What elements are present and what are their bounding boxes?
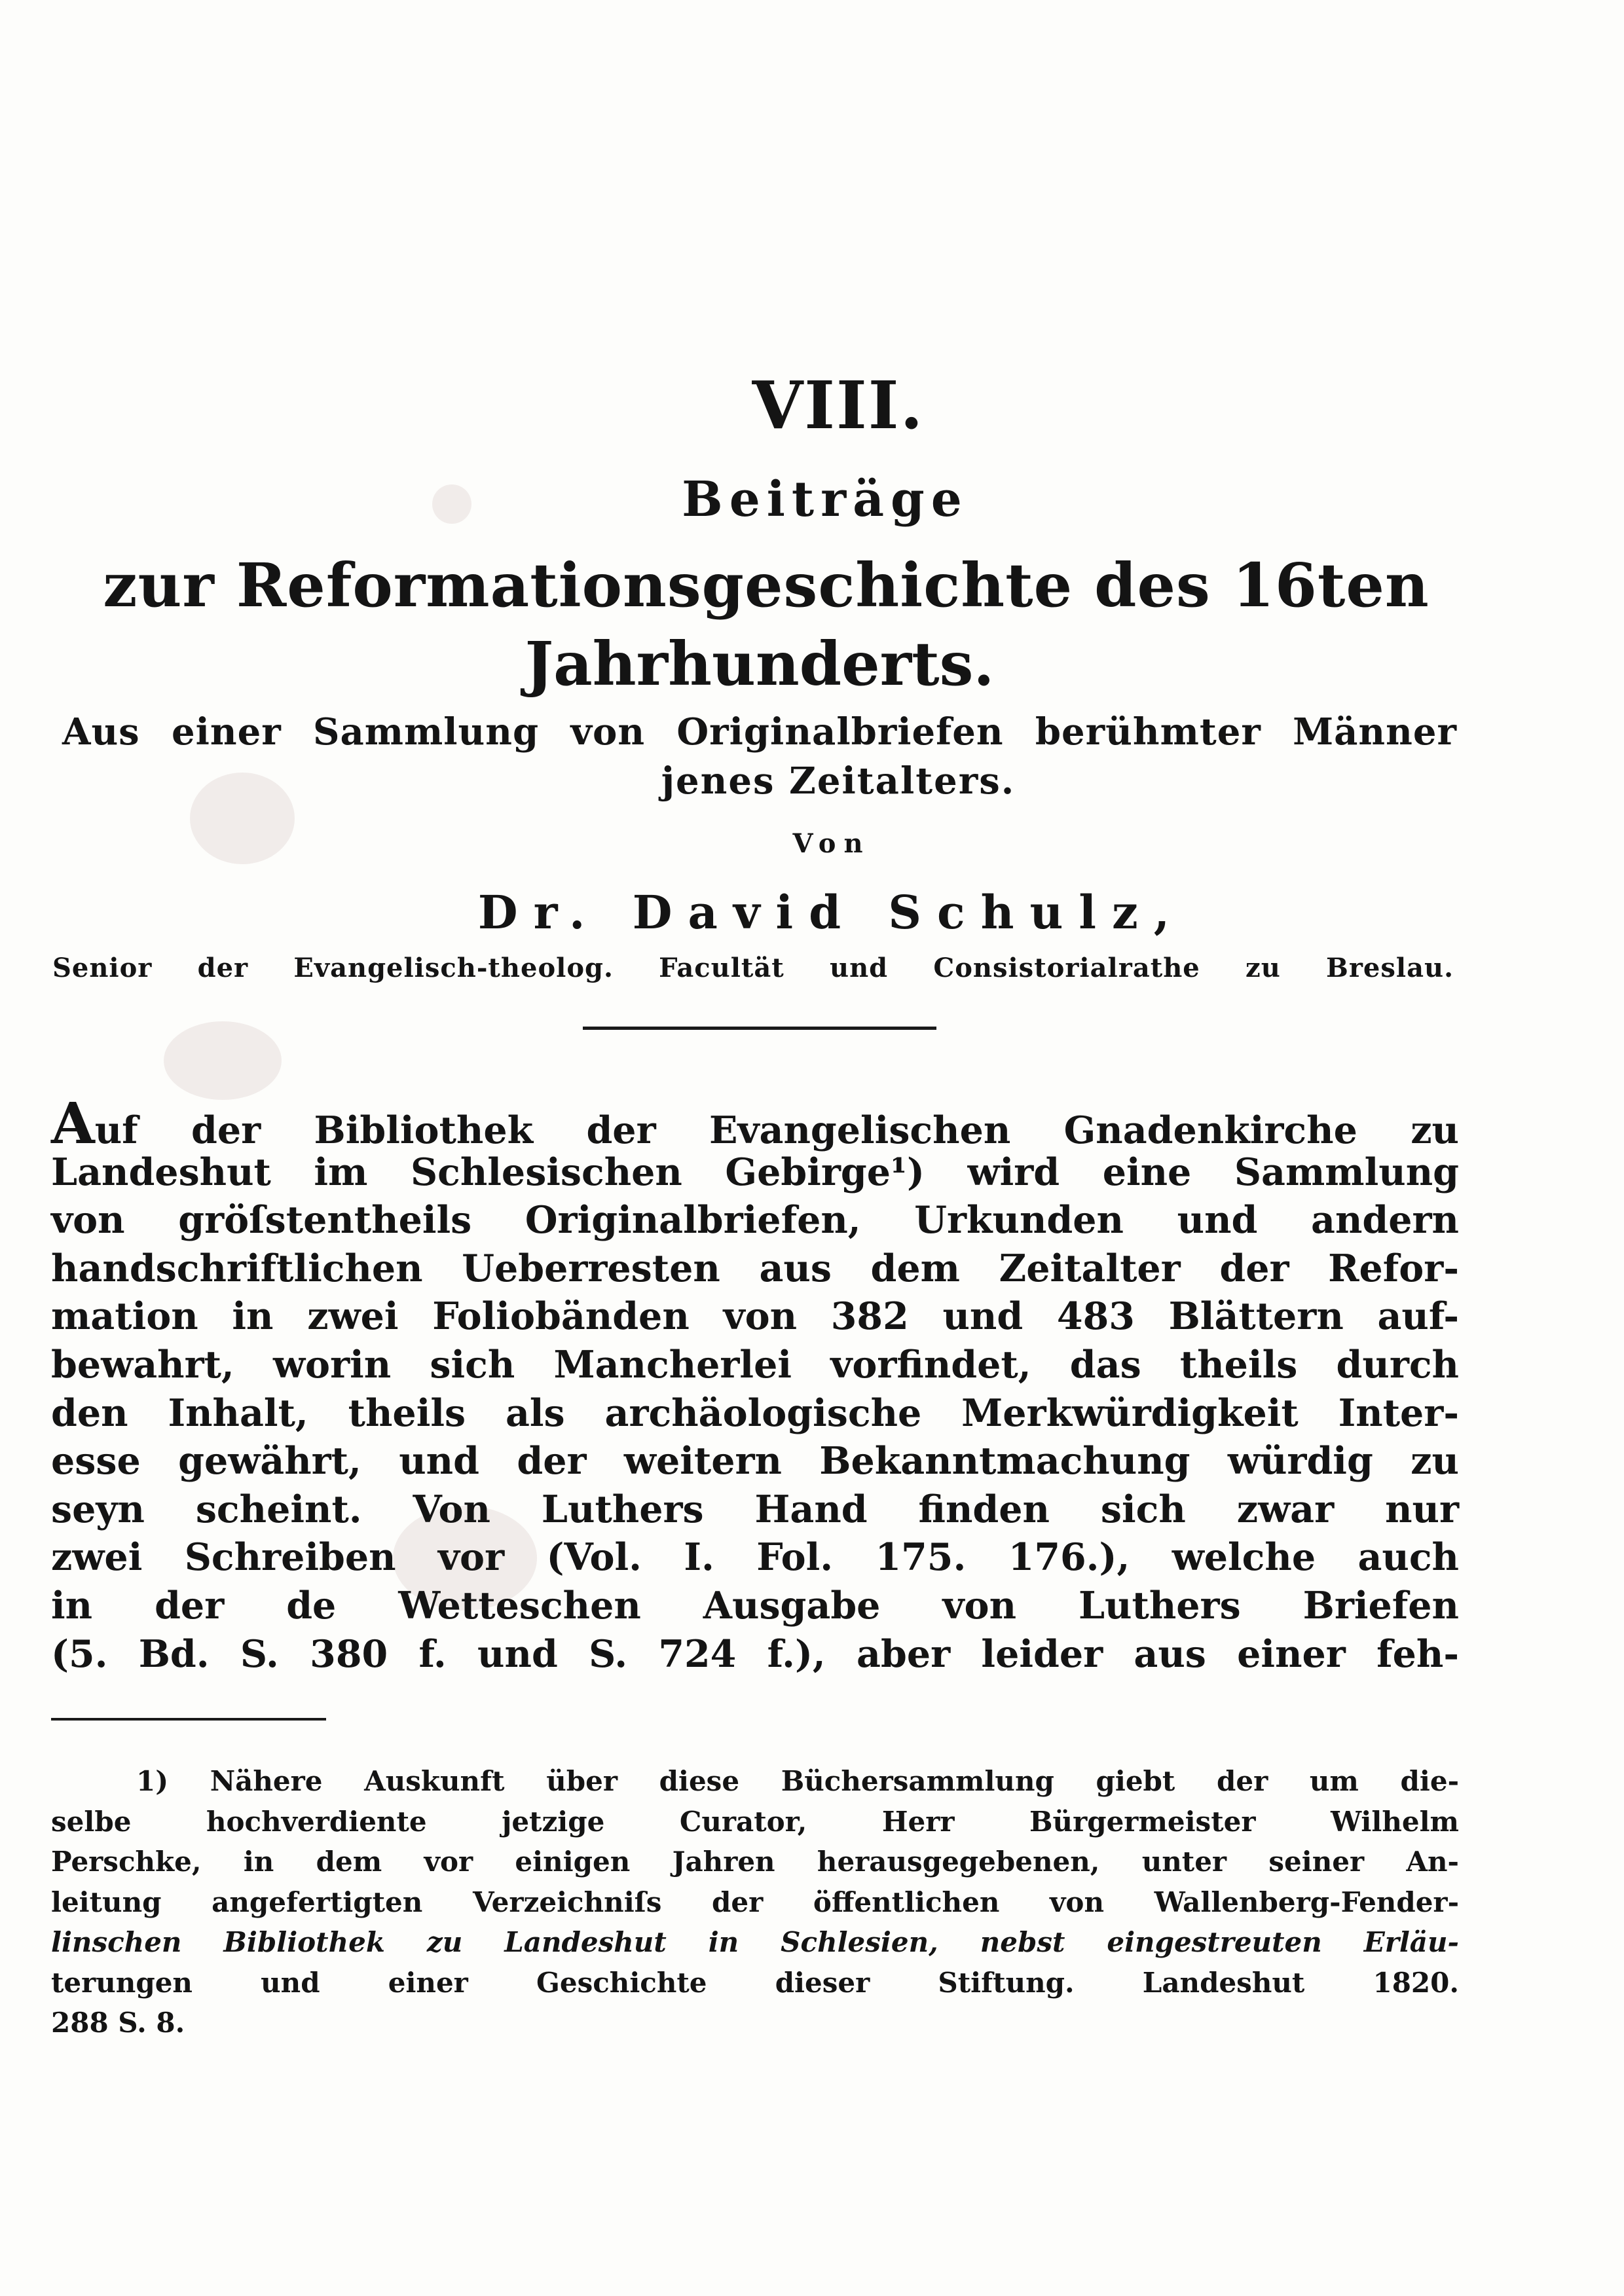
- body-line: Landeshut im Schlesischen Gebirge¹) wird eine Sammlung: [51, 1150, 1459, 1194]
- title-line-2: Jahrhunderts.: [525, 629, 995, 699]
- author-affiliation: Senior der Evangelisch-theolog. Facultät und Consistorialrathe zu Breslau.: [52, 953, 1454, 983]
- footnote-line: Perschke, in dem vor einigen Jahren herausgegebenen, unter seiner An-: [51, 1846, 1459, 1878]
- heading-divider: [583, 1027, 936, 1030]
- footnote-line: 1) Nähere Auskunft über diese Büchersammlung giebt der um die-: [136, 1765, 1459, 1797]
- body-line-text: uf der Bibliothek der Evangelischen Gnadenkirche zu: [94, 1108, 1459, 1152]
- byline-von: Von: [792, 828, 871, 859]
- body-line: bewahrt, worin sich Mancherlei vorfindet, das theils durch: [51, 1342, 1459, 1387]
- body-line: [51, 1091, 1459, 1157]
- section-number: VIII.: [752, 367, 925, 444]
- body-line: zwei Schreiben vor (Vol. I. Fol. 175. 176.), welche auch: [51, 1535, 1459, 1580]
- body-line: mation in zwei Foliobänden von 382 und 483 Blättern auf-: [51, 1294, 1459, 1339]
- footnote-line: leitung angefertigten Verzeichniſs der öffentlichen von Wallenberg-Fender-: [51, 1886, 1459, 1918]
- author-name: Dr. David Schulz,: [477, 885, 1186, 939]
- body-line: in der de Wetteschen Ausgabe von Luthers Briefen: [51, 1583, 1459, 1628]
- footnote: [51, 1761, 1459, 2043]
- body-line: handschriftlichen Ueberresten aus dem Zeitalter der Refor-: [51, 1246, 1459, 1290]
- body-line: von gröſstentheils Originalbriefen, Urkunden und andern: [51, 1198, 1459, 1243]
- body-paragraph: [51, 1091, 1459, 1678]
- footnote-line: selbe hochverdiente jetzige Curator, Herr Bürgermeister Wilhelm: [51, 1805, 1459, 1838]
- body-line: den Inhalt, theils als archäologische Merkwürdigkeit Inter-: [51, 1391, 1459, 1435]
- footnote-line: 288 S. 8.: [51, 2007, 185, 2039]
- drop-cap: A: [51, 1091, 95, 1157]
- subtitle-line-2: jenes Zeitalters.: [661, 759, 1016, 803]
- title-line-1: zur Reformationsgeschichte des 16ten: [103, 550, 1430, 621]
- footnote-line: terungen und einer Geschichte dieser Stiftung. Landeshut 1820.: [51, 1966, 1459, 1999]
- paper-speck: [164, 1021, 282, 1100]
- footnote-line: linschen Bibliothek zu Landeshut in Schlesien, nebst eingestreuten Erläu-: [51, 1926, 1459, 1958]
- body-line: esse gewährt, und der weitern Bekanntmachung würdig zu: [51, 1439, 1459, 1484]
- footnote-divider: [51, 1718, 326, 1721]
- body-line: (5. Bd. S. 380 f. und S. 724 f.), aber leider aus einer feh-: [51, 1631, 1459, 1676]
- section-heading: Beiträge: [682, 471, 969, 528]
- subtitle-line-1: Aus einer Sammlung von Originalbriefen berühmter Männer: [62, 710, 1457, 754]
- body-line: seyn scheint. Von Luthers Hand finden sich zwar nur: [51, 1487, 1459, 1531]
